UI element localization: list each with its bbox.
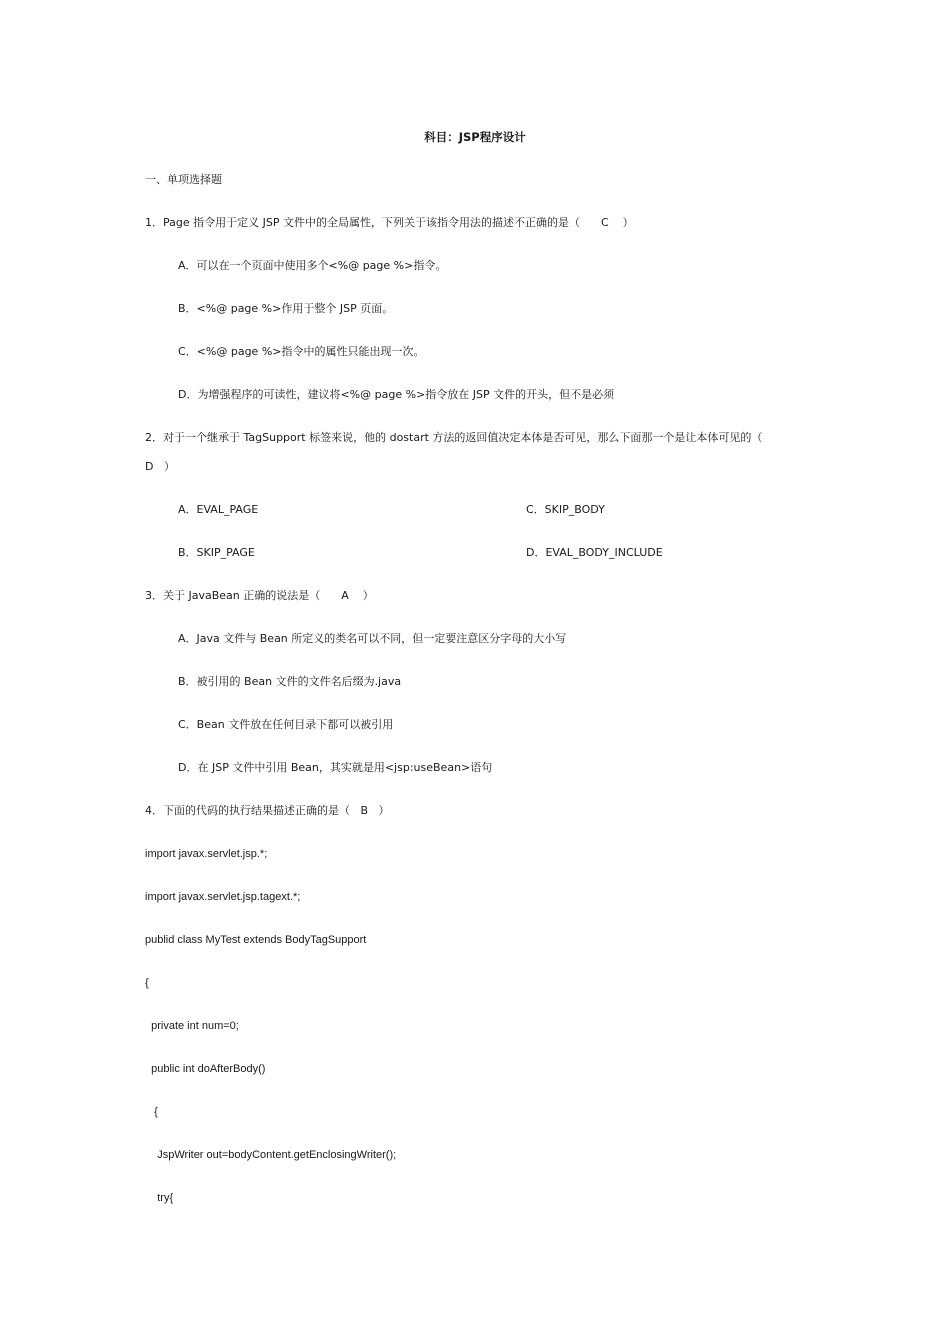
code-line: public int doAfterBody() xyxy=(145,1063,266,1075)
code-line: import javax.servlet.jsp.*; xyxy=(145,848,268,860)
question-3-stem: 3．关于 JavaBean 正确的说法是（ A ） xyxy=(145,589,374,602)
question-1-stem: 1．Page 指令用于定义 JSP 文件中的全局属性，下列关于该指令用法的描述不正确的是（ C ） xyxy=(145,216,634,229)
code-line: { xyxy=(145,1106,158,1118)
question-1-option-b: B．<%@ page %>作用于整个 JSP 页面。 xyxy=(178,302,394,315)
question-3-option-a: A．Java 文件与 Bean 所定义的类名可以不同，但一定要注意区分字母的大小写 xyxy=(178,632,567,645)
question-2-stem-line1: 2．对于一个继承于 TagSupport 标签来说，他的 dostart 方法的返回值决定本体是否可见，那么下面那一个是让本体可见的（ xyxy=(145,431,763,444)
code-line: JspWriter out=bodyContent.getEnclosingWriter(); xyxy=(145,1149,397,1161)
code-line: try{ xyxy=(145,1192,174,1204)
question-2-option-a: A．EVAL_PAGE xyxy=(178,503,259,516)
code-line: private int num=0; xyxy=(145,1020,239,1032)
question-2-option-b: B．SKIP_PAGE xyxy=(178,546,255,559)
code-line: publid class MyTest extends BodyTagSupport xyxy=(145,934,367,946)
question-3-option-b: B．被引用的 Bean 文件的文件名后缀为.java xyxy=(178,675,402,688)
code-line: import javax.servlet.jsp.tagext.*; xyxy=(145,891,301,903)
question-2-option-d: D．EVAL_BODY_INCLUDE xyxy=(526,546,663,559)
question-3-option-c: C．Bean 文件放在任何目录下都可以被引用 xyxy=(178,718,394,731)
section-heading: 一、单项选择题 xyxy=(145,173,222,186)
question-3-option-d: D．在 JSP 文件中引用 Bean，其实就是用<jsp:useBean>语句 xyxy=(178,761,493,774)
code-line: { xyxy=(145,977,149,989)
question-4-stem: 4．下面的代码的执行结果描述正确的是（ B ） xyxy=(145,804,390,817)
question-1-option-a: A．可以在一个页面中使用多个<%@ page %>指令。 xyxy=(178,259,447,272)
question-2-stem-line2: D ） xyxy=(145,460,175,473)
question-1-option-c: C．<%@ page %>指令中的属性只能出现一次。 xyxy=(178,345,425,358)
question-1-option-d: D．为增强程序的可读性，建议将<%@ page %>指令放在 JSP 文件的开头，但不是必须 xyxy=(178,388,615,401)
document-title: 科目：JSP程序设计 xyxy=(424,130,526,144)
question-2-option-c: C．SKIP_BODY xyxy=(526,503,605,516)
